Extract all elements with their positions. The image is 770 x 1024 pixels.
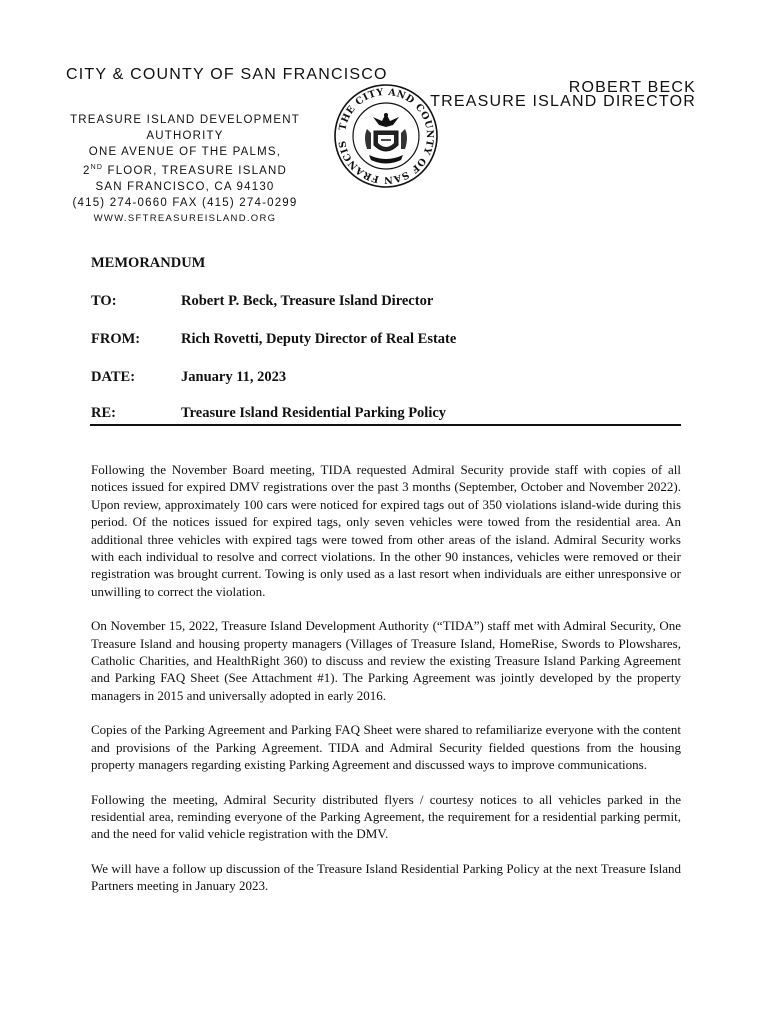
director-title: TREASURE ISLAND DIRECTOR	[430, 93, 696, 110]
memo-body	[91, 461, 681, 912]
director-name: ROBERT BECK	[568, 79, 696, 96]
to-value: Robert P. Beck, Treasure Island Director	[181, 293, 434, 309]
memo-title: MEMORANDUM	[91, 255, 206, 271]
authority-address-block	[30, 112, 340, 227]
address-line-3: SAN FRANCISCO, CA 94130	[95, 180, 275, 193]
re-value: Treasure Island Residential Parking Policy	[181, 405, 447, 421]
address-line-1: ONE AVENUE OF THE PALMS,	[88, 146, 282, 158]
to-label: TO:	[91, 293, 117, 309]
body-paragraph-2: On November 15, 2022, Treasure Island Development Authority (“TIDA”) staff met with Admiral Security, One Treasure Island and housing property managers (Villages of Treasure Island, HomeRise, Swords to Plowshares, Catholic Charities, and HealthRight 360) to discuss and review the existing Treasure Island Parking Agreement and Parking FAQ Sheet (See Attachment #1). The Parking Agreement was jointly developed by the property managers in 2015 and universally adopted in early 2016.	[91, 618, 681, 703]
body-paragraph-1: Following the November Board meeting, TIDA requested Admiral Security provide staff with copies of all notices issued for expired DMV registrations over the past 3 months (September, October and November 2022). Upon review, approximately 100 cars were noticed for expired tags out of 350 violations island-wide during this period. Of the notices issued for expired tags, only seven vehicles were towed from the residential area. An additional three vehicles with expired tags were towed from other areas of the island. Admiral Security works with each individual to resolve and correct violations. In the other 90 instances, vehicles were removed or their registration was brought current. Towing is only used as a last resort when individuals are either unresponsive or unwilling to correct the violation.	[91, 462, 681, 599]
from-label: FROM:	[91, 331, 141, 347]
director-block	[430, 81, 696, 109]
authority-name: TREASURE ISLAND DEVELOPMENT AUTHORITY	[70, 114, 300, 142]
phone-fax-line: (415) 274-0660 FAX (415) 274-0299	[72, 196, 298, 209]
floor-ordinal: ND	[90, 164, 104, 171]
body-paragraph-5: We will have a follow up discussion of the Treasure Island Residential Parking Policy at the next Treasure Island Partners meeting in January 2023.	[91, 860, 681, 894]
re-label: RE:	[91, 405, 116, 421]
address-line-2	[30, 160, 340, 179]
floor-number: 2	[82, 164, 91, 177]
floor-text: FLOOR, TREASURE ISLAND	[107, 164, 288, 177]
svg-text:THE CITY AND COUNTY OF SAN FRA: THE CITY AND COUNTY OF SAN FRANCIS	[337, 86, 436, 186]
date-label: DATE:	[91, 369, 136, 385]
from-value: Rich Rovetti, Deputy Director of Real Estate	[181, 331, 457, 347]
city-county-heading: CITY & COUNTY OF SAN FRANCISCO	[66, 66, 388, 83]
body-paragraph-3: Copies of the Parking Agreement and Parking FAQ Sheet were shared to refamiliarize everyone with the content and provisions of the Parking Agreement. TIDA and Admiral Security fielded questions from the housing property managers regarding existing Parking Agreement and discussed ways to improve communications.	[91, 722, 681, 773]
website-line: WWW.SFTREASUREISLAND.ORG	[93, 212, 277, 224]
header-divider	[90, 424, 681, 426]
body-paragraph-4: Following the meeting, Admiral Security distributed flyers / courtesy notices to all vehicles parked in the residential area, reminding everyone of the Parking Agreement, the requirement for a residential parking permit, and the need for valid vehicle registration with the DMV.	[91, 791, 681, 842]
date-value: January 11, 2023	[181, 369, 287, 385]
city-seal-icon	[333, 83, 439, 189]
